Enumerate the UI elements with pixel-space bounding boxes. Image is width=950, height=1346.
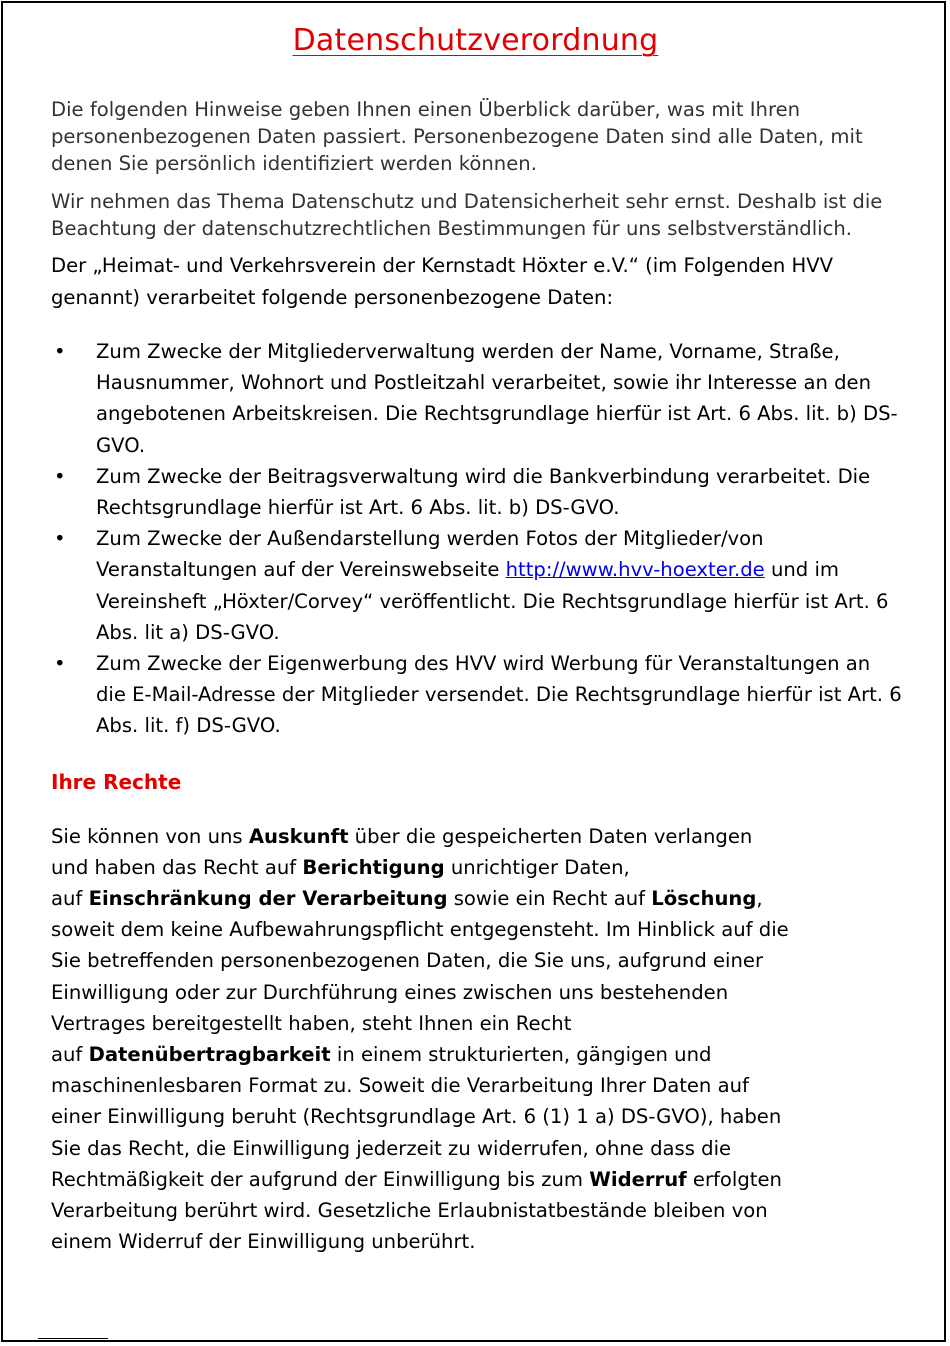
rights-line: einem Widerruf der Einwilligung unberührt.	[51, 1230, 476, 1254]
website-link[interactable]: http://www.hvv-hoexter.de	[505, 558, 765, 582]
text-run: auf	[51, 887, 89, 911]
bullet-icon: •	[54, 340, 66, 363]
document-body	[51, 96, 906, 1257]
document-page	[1, 1, 946, 1342]
bullet-icon: •	[54, 464, 66, 488]
bullet-icon: •	[54, 652, 66, 676]
emphasis-erasure: Löschung	[651, 887, 757, 911]
emphasis-portability: Datenübertragbarkeit	[88, 1043, 331, 1067]
rights-line: Einwilligung oder zur Durchführung eines zwischen uns bestehenden	[51, 980, 729, 1004]
list-item	[51, 648, 906, 742]
text-run: ,	[756, 887, 763, 911]
rights-heading: Ihre Rechte	[51, 769, 182, 794]
document-title-text: Datenschutzverordnung	[292, 23, 659, 58]
rights-line: Sie das Recht, die Einwilligung jederzeit zu widerrufen, ohne dass die	[51, 1136, 732, 1160]
intro-paragraph-commitment: Wir nehmen das Thema Datenschutz und Datensicherheit sehr ernst. Deshalb ist die Beachtung der datenschutzrechtlichen Bestimmungen für uns selbstverständlich.	[51, 190, 883, 240]
purpose-public-presentation-rest: und im Vereinsheft „Höxter/Corvey“ veröffentlicht. Die Rechtsgrundlage hierfür ist Art. 6 Abs. lit a) DS-GVO.	[96, 558, 889, 644]
list-item	[51, 336, 906, 461]
purpose-member-administration: Zum Zwecke der Mitgliederverwaltung werden der Name, Vorname, Straße, Hausnummer, Wohnort und Postleitzahl verarbeitet, sowie ihr Interesse an den angebotenen Arbeitskreisen. Die Rechtsgrundlage hierfür ist Art. 6 Abs. lit. b) DS-GVO.	[96, 340, 898, 457]
text-run: und haben das Recht auf	[51, 855, 303, 879]
rights-line	[51, 821, 909, 852]
document-title	[3, 21, 948, 61]
text-run: erfolgten	[686, 1167, 782, 1191]
rights-line	[51, 883, 909, 914]
rights-line	[51, 1039, 909, 1070]
emphasis-revocation: Widerruf	[589, 1167, 687, 1191]
text-run: in einem strukturierten, gängigen und	[330, 1043, 712, 1067]
list-item	[51, 523, 906, 648]
list-item	[51, 461, 906, 523]
rights-line	[51, 852, 909, 883]
text-run: auf	[51, 1043, 89, 1067]
rights-line: maschinenlesbaren Format zu. Soweit die Verarbeitung Ihrer Daten auf	[51, 1074, 749, 1098]
text-run: sowie ein Recht auf	[447, 887, 652, 911]
rights-line: Verarbeitung berührt wird. Gesetzliche Erlaubnistatbestände bleiben von	[51, 1199, 768, 1223]
emphasis-rectification: Berichtigung	[302, 855, 445, 879]
purpose-self-promotion: Zum Zwecke der Eigenwerbung des HVV wird Werbung für Veranstaltungen an die E-Mail-Adresse der Mitglieder versendet. Die Rechtsgrundlage hierfür ist Art. 6 Abs. lit. f) DS-GVO.	[96, 652, 902, 738]
text-run: Sie können von uns	[51, 824, 249, 848]
bottom-divider	[38, 1338, 108, 1339]
rights-paragraph	[51, 821, 909, 1258]
emphasis-restriction: Einschränkung der Verarbeitung	[88, 887, 448, 911]
processing-purposes-list	[51, 336, 906, 742]
intro-paragraph-overview: Die folgenden Hinweise geben Ihnen einen Überblick darüber, was mit Ihren personenbezogenen Daten passiert. Personenbezogene Daten sind alle Daten, mit denen Sie persönlich identifiziert werden können.	[51, 98, 863, 175]
purpose-fee-administration: Zum Zwecke der Beitragsverwaltung wird die Bankverbindung verarbeitet. Die Rechtsgrundlage hierfür ist Art. 6 Abs. lit. b) DS-GVO.	[96, 464, 871, 520]
bullet-icon: •	[54, 527, 66, 551]
processing-lead-paragraph: Der „Heimat- und Verkehrsverein der Kernstadt Höxter e.V.“ (im Folgenden HVV genannt) verarbeitet folgende personenbezogene Daten:	[51, 254, 834, 309]
text-run: unrichtiger Daten,	[444, 855, 630, 879]
text-run: über die gespeicherten Daten verlangen	[348, 824, 753, 848]
rights-line: Vertrages bereitgestellt haben, steht Ihnen ein Recht	[51, 1011, 572, 1035]
rights-line: einer Einwilligung beruht (Rechtsgrundlage Art. 6 (1) 1 a) DS-GVO), haben	[51, 1105, 782, 1129]
text-run: Rechtmäßigkeit der aufgrund der Einwilligung bis zum	[51, 1167, 590, 1191]
rights-line: Sie betreffenden personenbezogenen Daten, die Sie uns, aufgrund einer	[51, 949, 764, 973]
emphasis-information: Auskunft	[248, 824, 349, 848]
rights-line	[51, 1164, 909, 1195]
purpose-public-presentation-text: Zum Zwecke der Außendarstellung werden Fotos der Mitglieder/von Veranstaltungen auf der Vereinswebseite	[96, 527, 764, 582]
rights-line: soweit dem keine Aufbewahrungspflicht entgegensteht. Im Hinblick auf die	[51, 918, 789, 942]
